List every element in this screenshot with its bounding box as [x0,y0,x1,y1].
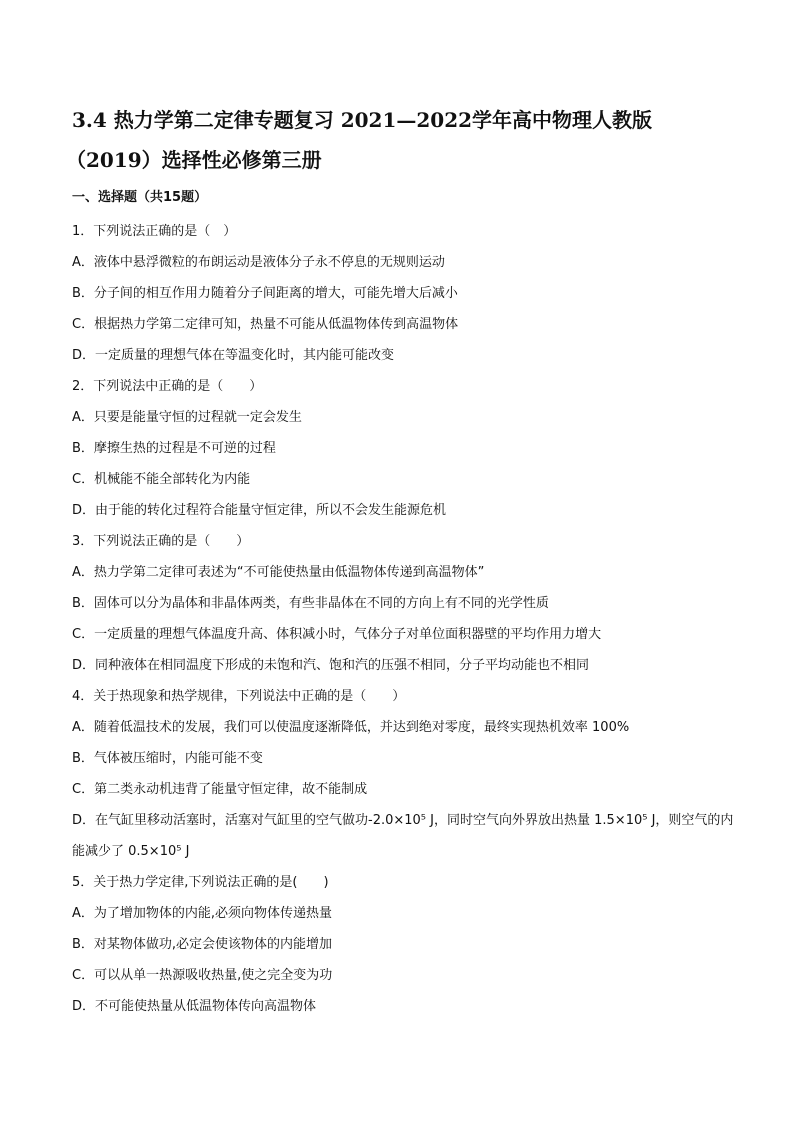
option-b: B．固体可以分为晶体和非晶体两类，有些非晶体在不同的方向上有不同的光学性质 [72,596,549,611]
option-c: C．第二类永动机违背了能量守恒定律，故不能制成 [72,782,368,797]
question-stem: 2．下列说法中正确的是（ ） [72,379,263,394]
question-stem: 5．关于热力学定律,下列说法正确的是( ) [72,875,329,890]
option-d: D．不可能使热量从低温物体传向高温物体 [72,999,317,1014]
question-stem: 1．下列说法正确的是（ ） [72,224,237,239]
option-a: A．随着低温技术的发展，我们可以使温度逐渐降低，并达到绝对零度，最终实现热机效率 100% [72,720,630,735]
question-stem: 3．下列说法正确的是（ ） [72,534,250,549]
option-d: D．在气缸里移动活塞时，活塞对气缸里的空气做功-2.0×10⁵ J，同时空气向外界放出热量 1.5×10⁵ J，则空气的内能减少了 0.5×10⁵ J [72,813,734,859]
option-a: A．热力学第二定律可表述为“不可能使热量由低温物体传递到高温物体” [72,565,485,580]
option-d: D．一定质量的理想气体在等温变化时，其内能可能改变 [72,348,395,363]
option-b: B．气体被压缩时，内能可能不变 [72,751,263,766]
option-d: D．同种液体在相同温度下形成的未饱和汽、饱和汽的压强不相同，分子平均动能也不相同 [72,658,590,673]
option-a: A．为了增加物体的内能,必须向物体传递热量 [72,906,333,921]
option-c: C．机械能不能全部转化为内能 [72,472,251,487]
question-1 [72,216,734,371]
question-stem: 4．关于热现象和热学规律，下列说法中正确的是（ ） [72,689,406,704]
option-c: C．一定质量的理想气体温度升高、体积减小时，气体分子对单位面积器壁的平均作用力增大 [72,627,602,642]
title-line-2: （2019）选择性必修第三册 [66,148,322,172]
option-b: B．分子间的相互作用力随着分子间距离的增大，可能先增大后减小 [72,286,458,301]
question-4 [72,681,734,867]
title-line-1: 3.4 热力学第二定律专题复习 2021—2022学年高中物理人教版 [72,108,653,132]
question-3 [72,526,734,681]
option-a: A．液体中悬浮微粒的布朗运动是液体分子永不停息的无规则运动 [72,255,445,270]
question-5 [72,867,734,1022]
option-c: C．可以从单一热源吸收热量,使之完全变为功 [72,968,333,983]
option-b: B．摩擦生热的过程是不可逆的过程 [72,441,276,456]
question-2 [72,371,734,526]
option-c: C．根据热力学第二定律可知，热量不可能从低温物体传到高温物体 [72,317,459,332]
question-list [72,216,734,1022]
section-heading: 一、选择题（共15题） [72,190,208,205]
option-d: D．由于能的转化过程符合能量守恒定律，所以不会发生能源危机 [72,503,447,518]
option-b: B．对某物体做功,必定会使该物体的内能增加 [72,937,333,952]
document-title [66,100,734,180]
option-a: A．只要是能量守恒的过程就一定会发生 [72,410,302,425]
